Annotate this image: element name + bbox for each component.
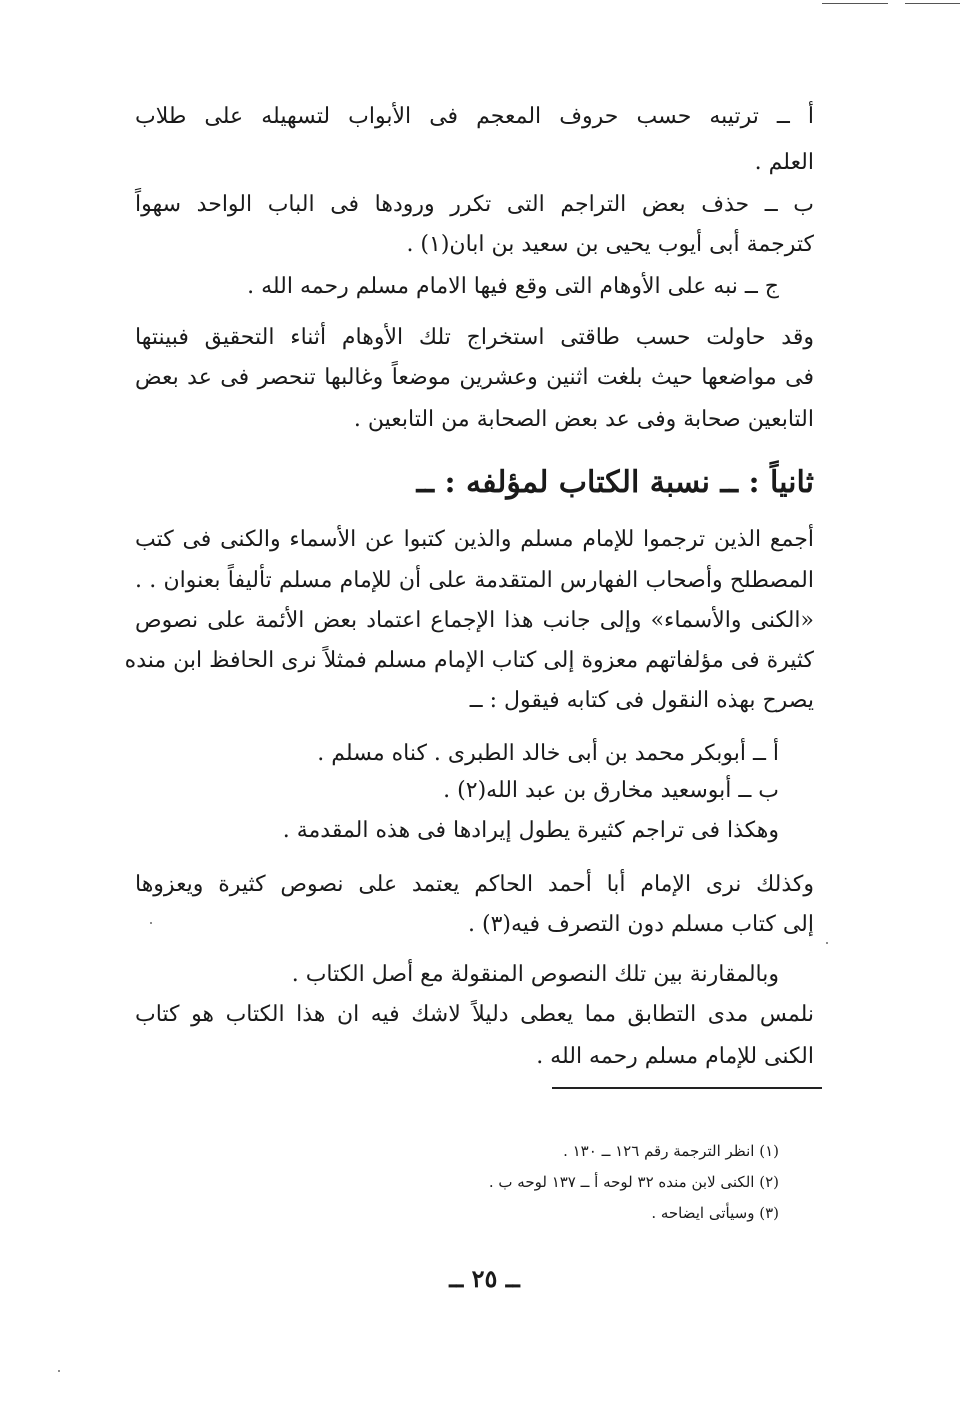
section-line: نلمس مدى التطابق مما يعطى دليلاً لاشك فيه ان هذا الكتاب هو كتاب [135,1002,814,1027]
body-line: ج ــ نبه على الأوهام التى وقع فيها الامام مسلم رحمه الله . [247,274,779,299]
scan-speck [826,942,828,944]
body-line: فى مواضعها حيث بلغت اثنين وعشرين موضعاً وغالبها تنحصر فى عد بعض [135,365,814,390]
section-line: الكنى للإمام مسلم رحمه الله . [536,1044,814,1069]
scan-speck [150,922,152,924]
section-line: كثيرة فى مؤلفاتهم معزوة إلى كتاب الإمام مسلم فمثلاً نرى الحافظ ابن منده [124,648,814,673]
scan-speck [58,1370,60,1372]
section-line: وكذلك نرى الإمام أبا أحمد الحاكم يعتمد على نصوص كثيرة ويعزوها [135,872,815,897]
page-number: ــ ٢٥ ــ [449,1264,520,1293]
section-line: أ ــ أبوبكر محمد بن أبى خالد الطبرى . كناه مسلم . [317,741,779,766]
body-line: العلم . [754,150,814,175]
section-heading: ثانياً : ــ نسبة الكتاب لمؤلفه : ــ [416,465,814,500]
section-line: يصرح بهذه النقول فى كتابه فيقول : ــ [469,688,814,713]
body-line: أ ــ ترتيبه حسب حروف المعجم فى الأبواب لتسهيله على طلاب [135,104,814,129]
section-line: ب ــ أبوسعيد مخارق بن عبد الله(٢) . [443,778,779,803]
footnote-separator [552,1087,822,1089]
section-line: إلى كتاب مسلم دون التصرف فيه(٣) . [468,912,814,937]
section-line: وبالمقارنة بين تلك النصوص المنقولة مع أصل الكتاب . [291,962,779,987]
section-line: المصطلح وأصحاب الفهارس المتقدمة على أن للإمام مسلم تأليفاً بعنوان . . [135,568,814,593]
footnote: (١) انظر الترجمة رقم ١٢٦ ــ ١٣٠ . [563,1142,779,1160]
section-line: أجمع الذين ترجموا للإمام مسلم والذين كتبوا عن الأسماء والكنى فى كتب [135,527,814,552]
body-line: التابعين صحابة وفى عد بعض الصحابة من التابعين . [353,407,814,432]
footnote: (٣) وسيأتى ايضاحه . [651,1204,779,1222]
body-line: كترجمة أبى أيوب يحيى بن سعيد بن ابان(١) . [406,232,814,257]
footnote: (٢) الكنى لابن منده ٣٢ لوحه أ ــ ١٣٧ لوحه ب . [488,1173,779,1191]
body-line: ب ــ حذف بعض التراجم التى تكرر ورودها فى الباب الواحد سهواً [135,192,814,217]
body-line: وقد حاولت حسب طاقتى استخراج تلك الأوهام أثناء التحقيق فبينتها [135,325,814,350]
section-line: «الكنى والأسماء» وإلى جانب هذا الإجماع اعتماد بعض الأئمة على نصوص [135,608,814,633]
section-line: وهكذا فى تراجم كثيرة يطول إيرادها فى هذه المقدمة . [282,818,779,843]
